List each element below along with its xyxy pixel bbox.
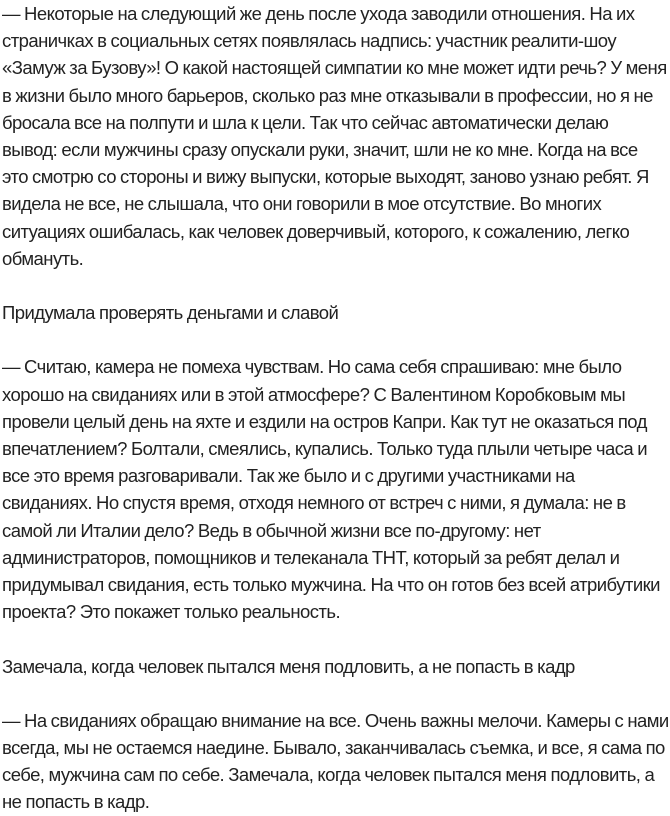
text-line: всегда, мы не остаемся наедине. Бывало, заканчивалась съемка, и все, я сама по [2, 737, 665, 759]
text-line: «Замуж за Бузову»! О какой настоящей симпатии ко мне может идти речь? У меня [2, 57, 667, 79]
text-line: обмануть. [2, 247, 84, 269]
text-line: ситуациях ошибалась, как человек доверчивый, которого, к сожалению, легко [2, 220, 630, 242]
text-line: провели целый день на яхте и ездили на остров Капри. Как тут не оказаться под [2, 410, 647, 432]
text-line: себе, мужчина сам по себе. Замечала, когда человек пытался меня подловить, а [2, 764, 655, 786]
text-line: проекта? Это покажет только реальность. [2, 601, 341, 623]
paragraph-quote-2 [2, 353, 670, 625]
text-line: страничках в социальных сетях появлялась надпись: участник реалити-шоу [2, 30, 617, 52]
paragraph-spacer [2, 625, 670, 652]
paragraph-spacer [2, 326, 670, 353]
text-line: все это время разговаривали. Так же было и с другими участниками на [2, 465, 575, 487]
text-line: видела не все, не слышала, что они говорили в мое отсутствие. Во многих [2, 193, 602, 215]
text-line: хорошо на свиданиях или в этой атмосфере? С Валентином Коробковым мы [2, 383, 626, 405]
paragraph-spacer [2, 680, 670, 707]
subheading-caught-not-on-camera [2, 653, 670, 680]
text-line: свиданиях. Но спустя время, отходя немного от встреч с ними, я думала: не в [2, 492, 626, 514]
text-line: самой ли Италии дело? Ведь в обычной жизни все по-другому: нет [2, 519, 541, 541]
text-line: бросала все на полпути и шла к цели. Так что сейчас автоматически делаю [2, 111, 609, 133]
text-line: администраторов, помощников и телеканала ТНТ, который за ребят делал и [2, 546, 620, 568]
text-line: не попасть в кадр. [2, 791, 150, 813]
paragraph-quote-1 [2, 0, 670, 272]
text-line: — На свиданиях обращаю внимание на все. Очень важны мелочи. Камеры с нами [2, 709, 669, 731]
text-line: впечатлением? Болтали, смеялись, купались. Только туда плыли четыре часа и [2, 438, 648, 459]
text-line: — Считаю, камера не помеха чувствам. Но сама себя спрашиваю: мне было [2, 356, 622, 378]
subheading-money-and-fame [2, 299, 670, 326]
paragraph-spacer [2, 272, 670, 299]
subheading-text: Придумала проверять деньгами и славой [2, 302, 339, 324]
text-line: придумывал свидания, есть только мужчина. На что он готов без всей атрибутики [2, 573, 660, 595]
text-line: в жизни было много барьеров, сколько раз мне отказывали в профессии, но я не [2, 84, 653, 106]
paragraph-quote-3 [2, 707, 670, 816]
text-line: — Некоторые на следующий же день после ухода заводили отношения. На их [2, 3, 635, 24]
text-line: это смотрю со стороны и вижу выпуски, которые выходят, заново узнаю ребят. Я [2, 166, 649, 188]
text-line: вывод: если мужчины сразу опускали руки, значит, шли не ко мне. Когда на все [2, 138, 638, 160]
subheading-text: Замечала, когда человек пытался меня подловить, а не попасть в кадр [2, 655, 575, 677]
